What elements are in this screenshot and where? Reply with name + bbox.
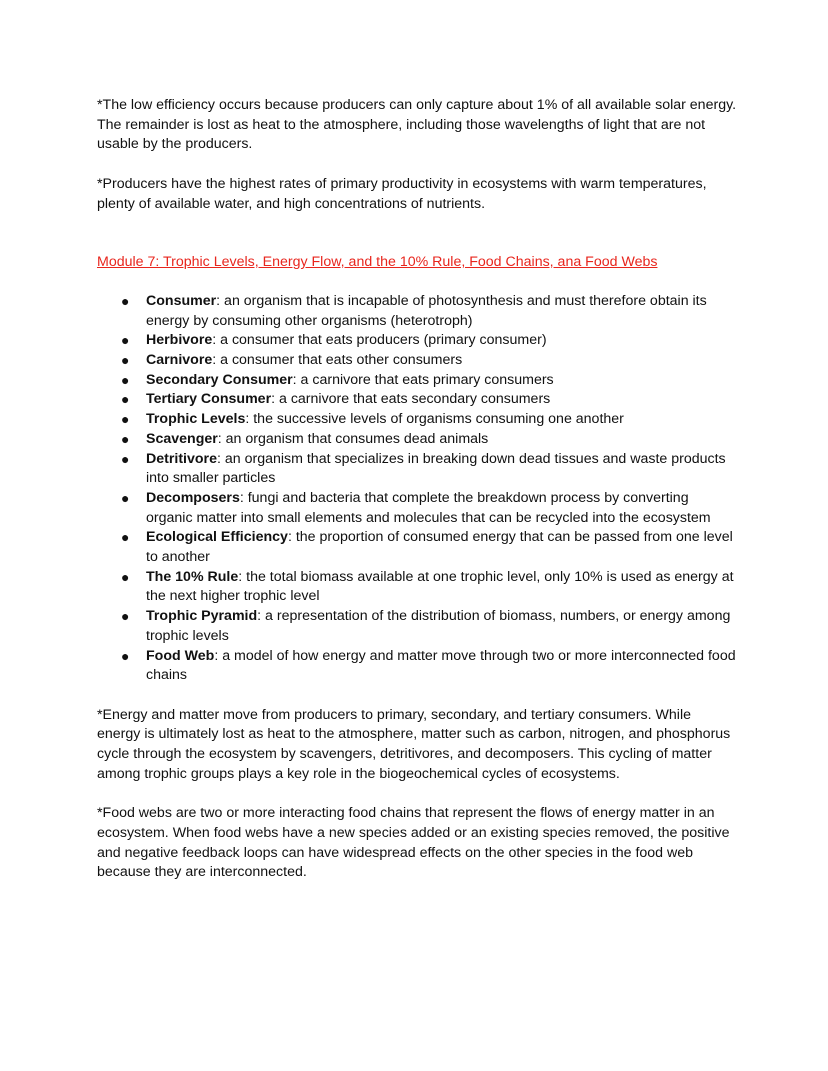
bullet-icon: ● <box>121 647 130 664</box>
term-definition: : the total biomass available at one trophic level, only 10% is used as energy at the next higher trophic level <box>146 568 734 605</box>
list-item <box>97 528 737 567</box>
term-definition: : the successive levels of organisms consuming one another <box>245 411 624 428</box>
term-name: Detritivore <box>146 450 217 467</box>
term-definition: : a carnivore that eats primary consumers <box>292 371 554 388</box>
term-name: Decomposers <box>146 489 240 506</box>
term-name: Consumer <box>146 292 217 309</box>
term-definition: : a model of how energy and matter move through two or more interconnected food chains <box>146 647 736 684</box>
module-heading-link[interactable]: Module 7: Trophic Levels, Energy Flow, and the 10% Rule, Food Chains, ana Food Webs <box>97 254 658 271</box>
list-item <box>97 351 737 371</box>
term-definition: : a carnivore that eats secondary consumers <box>271 391 551 408</box>
list-item <box>97 607 737 646</box>
term-name: Secondary Consumer <box>146 371 293 388</box>
bullet-icon: ● <box>121 411 130 428</box>
paragraph-energy-matter-flow: *Energy and matter move from producers to primary, secondary, and tertiary consumers. While energy is ultimately lost as heat to the atmosphere, matter such as carbon, nitrogen, and phosphorus cycle through the ecosystem by scavengers, detritivores, and decomposers. This cycling of matter among trophic groups plays a key role in the biogeochemical cycles of ecosystems. <box>97 706 731 782</box>
term-definition: : fungi and bacteria that complete the breakdown process by converting organic matter into small elements and molecules that can be recycled into the ecosystem <box>146 489 711 526</box>
term-name: Trophic Pyramid <box>146 608 258 625</box>
list-item <box>97 489 737 528</box>
list-item <box>97 371 737 391</box>
list-item <box>97 568 737 607</box>
document-page <box>97 96 737 883</box>
list-item <box>97 410 737 430</box>
term-name: Food Web <box>146 647 215 664</box>
list-item <box>97 331 737 351</box>
bullet-icon: ● <box>121 430 130 447</box>
bullet-icon: ● <box>121 371 130 388</box>
term-name: Scavenger <box>146 430 218 447</box>
bullet-icon: ● <box>121 292 130 309</box>
paragraph-producer-efficiency: *The low efficiency occurs because producers can only capture about 1% of all available solar energy. The remainder is lost as heat to the atmosphere, including those wavelengths of light that are not usable by the producers. <box>97 97 737 153</box>
term-definition: : a consumer that eats producers (primary consumer) <box>212 332 547 349</box>
list-item <box>97 647 737 686</box>
term-definition: : a representation of the distribution of biomass, numbers, or energy among trophic levels <box>146 608 731 644</box>
bullet-icon: ● <box>121 391 130 408</box>
term-definition: : a consumer that eats other consumers <box>212 352 463 369</box>
term-name: Trophic Levels <box>146 411 246 428</box>
bullet-icon: ● <box>121 352 130 369</box>
list-item <box>97 430 737 450</box>
term-name: The 10% Rule <box>146 568 239 585</box>
list-item <box>97 450 737 489</box>
term-name: Ecological Efficiency <box>146 529 288 546</box>
bullet-icon: ● <box>121 489 130 506</box>
bullet-icon: ● <box>121 529 130 546</box>
bullet-icon: ● <box>121 450 130 467</box>
term-definition: : an organism that is incapable of photosynthesis and must therefore obtain its energy by consuming other organisms (heterotroph) <box>146 292 707 329</box>
term-name: Carnivore <box>146 352 213 369</box>
term-name: Herbivore <box>146 332 213 349</box>
list-item <box>97 292 737 331</box>
paragraph-primary-productivity: *Producers have the highest rates of primary productivity in ecosystems with warm temperatures, plenty of available water, and high concentrations of nutrients. <box>97 175 707 212</box>
bullet-icon: ● <box>121 568 130 585</box>
bullet-icon: ● <box>121 332 130 349</box>
list-item <box>97 390 737 410</box>
paragraph-food-webs: *Food webs are two or more interacting food chains that represent the flows of energy matter in an ecosystem. When food webs have a new species added or an existing species removed, the positive and negative feedback loops can have widespread effects on the other species in the food web because they are interconnected. <box>97 805 730 881</box>
term-definition: : an organism that consumes dead animals <box>217 430 489 447</box>
bullet-icon: ● <box>121 608 130 625</box>
term-definition: : the proportion of consumed energy that can be passed from one level to another <box>146 529 733 566</box>
term-list <box>97 292 737 686</box>
term-name: Tertiary Consumer <box>146 391 272 408</box>
term-definition: : an organism that specializes in breaking down dead tissues and waste products into smaller particles <box>146 450 726 487</box>
